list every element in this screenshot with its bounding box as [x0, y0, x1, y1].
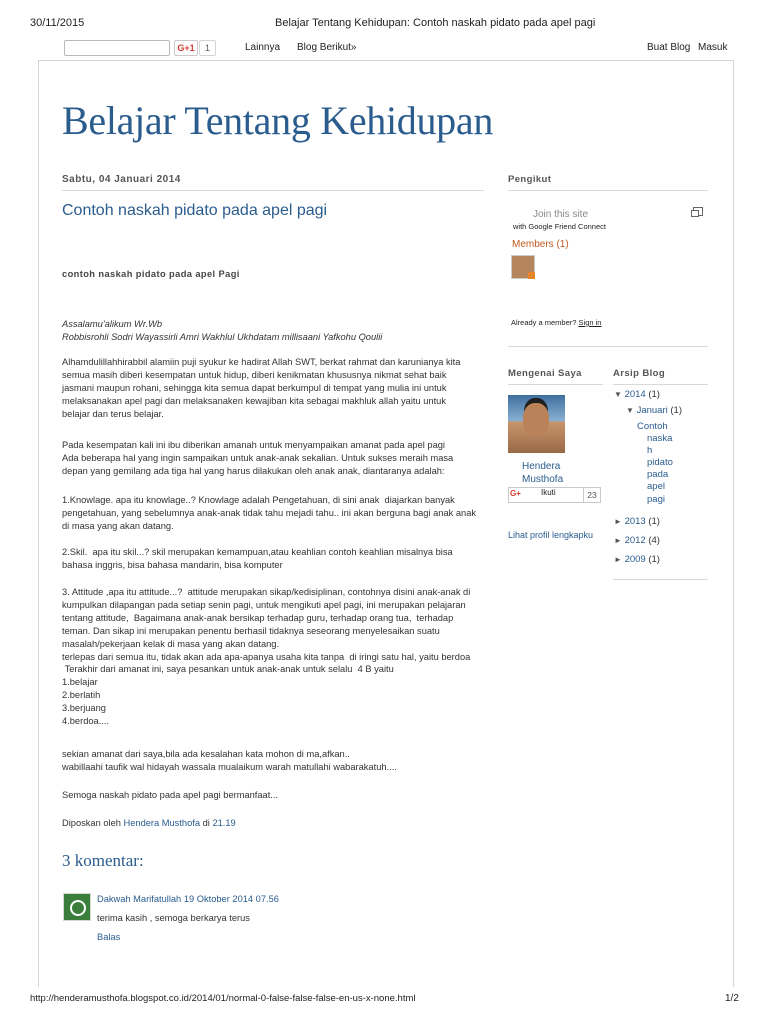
- post-paragraph-6: sekian amanat dari saya,bila ada kesalahan kata mohon di ma,afkan.. wabillaahi taufik wal hidayah wassala mualaikum warah matullahi wabarakatuh....: [62, 749, 397, 772]
- print-page-number: 1/2: [725, 993, 739, 1004]
- archive-year-2009[interactable]: 2009: [624, 554, 646, 565]
- date-divider: [62, 190, 484, 191]
- collapse-toggle-icon[interactable]: ►: [614, 555, 622, 564]
- print-url: http://henderamusthofa.blogspot.co.id/2014/01/normal-0-false-false-false-en-us-x-none.html: [30, 993, 416, 1004]
- commenter-avatar[interactable]: [63, 893, 91, 921]
- view-profile-link[interactable]: Lihat profil lengkapku: [508, 530, 594, 540]
- archive-post-line[interactable]: h: [647, 445, 653, 457]
- follow-label: Ikuti: [541, 488, 556, 497]
- post-paragraph-2: Pada kesempatan kali ini ibu diberikan amanah untuk menyampaikan amanat pada apel pagi Ada beberapa hal yang ingin sampaikan untuk anak-anak sekalian. Untuk sukses meraih masa depan yang gemilang ada tiga hal yang harus dilakukan oleh anak anak, diantaranya adalah:: [62, 440, 454, 476]
- archive-2013[interactable]: [614, 516, 660, 527]
- archive-post-line[interactable]: naska: [647, 433, 673, 445]
- popout-icon[interactable]: [693, 207, 703, 216]
- followers-heading: Pengikut: [508, 174, 552, 185]
- archive-post-link[interactable]: [637, 421, 673, 506]
- archive-2009[interactable]: [614, 554, 660, 565]
- archive-2013-count: (1): [648, 516, 660, 527]
- post-time-link[interactable]: 21.19: [212, 818, 236, 828]
- gplus-count: 1: [199, 40, 216, 56]
- about-heading: Mengenai Saya: [508, 368, 582, 379]
- post-title[interactable]: Contoh naskah pidato pada apel pagi: [62, 202, 328, 219]
- gplus-icon: G+: [510, 489, 521, 498]
- already-member: [511, 318, 601, 327]
- gfc-label: with Google Friend Connect: [513, 222, 606, 231]
- comment-reply-link[interactable]: Balas: [97, 932, 121, 942]
- comment-date-link[interactable]: 19 Oktober 2014 07.56: [183, 894, 279, 904]
- comment-header: [97, 893, 477, 906]
- navbar-search-input[interactable]: [64, 40, 170, 56]
- post-paragraph-4: 2.Skil. apa itu skil...? skil merupakan kemampuan,atau keahlian contoh keahlian misalnya bisa bahasa inggris, bisa bahasa mandarin, bisa komputer: [62, 547, 453, 570]
- archive-divider: [613, 384, 708, 385]
- archive-january-count: (1): [670, 405, 682, 416]
- post-subtitle: contoh naskah pidato pada apel Pagi: [62, 269, 240, 279]
- post-greeting-1: Assalamu'alikum Wr.Wb: [62, 319, 163, 329]
- archive-2012[interactable]: [614, 535, 660, 546]
- archive-2014-count: (1): [648, 389, 660, 400]
- sign-in-link[interactable]: Masuk: [698, 42, 728, 53]
- archive-year-2014[interactable]: 2014: [624, 389, 646, 400]
- comment-text: terima kasih , semoga berkarya terus: [97, 913, 250, 923]
- archive-post-line[interactable]: pidato: [647, 457, 673, 469]
- followers-sign-in-link[interactable]: Sign in: [578, 318, 602, 327]
- post-paragraph-1: Alhamdulillahhirabbil alamiin puji syukur ke hadirat Allah SWT, berkat rahmat dan karunianya kita semua masih diberi kesempatan untuk hidup, diberi kenikmatan khususnya nikmat sehat baik jasmani maupun rohani, sehingga kita semua dapat berkumpul di tempat yang mulia ini untuk melaksanakan apel pagi dan melaksanaken kewajiban kita sebagai makhluk allah yaitu untuk belajar dan terus belajar.: [62, 357, 461, 419]
- posted-by-label: Diposkan oleh: [62, 818, 121, 828]
- more-link[interactable]: Lainnya: [245, 42, 281, 53]
- blog-title[interactable]: Belajar Tentang Kehidupan: [62, 98, 494, 143]
- archive-year-2013[interactable]: 2013: [624, 516, 646, 527]
- post-paragraph-3: 1.Knowlage. apa itu knowlage..? Knowlage adalah Pengetahuan, di sini anak diajarkan banyak pengetahuan, yang sebelumnya anak-anak tidak tahu mejadi tahu.. ini akan berguna bagi anak anak di masa yang akan datang.: [62, 495, 477, 531]
- collapse-toggle-icon[interactable]: ►: [614, 536, 622, 545]
- profile-photo[interactable]: [508, 395, 565, 453]
- comments-heading: 3 komentar:: [62, 851, 144, 870]
- archive-bottom-divider: [613, 579, 708, 580]
- archive-month-january[interactable]: Januari: [636, 405, 668, 416]
- profile-name-line2[interactable]: Musthofa: [522, 474, 564, 485]
- member-avatar[interactable]: [511, 255, 535, 279]
- expand-toggle-icon[interactable]: ▼: [614, 390, 622, 399]
- post-greeting-2: Robbisrohli Sodri Wayassirli Amri Wakhlul Ukhdatam millisaani Yafkohu Qoulii: [62, 332, 383, 342]
- post-author-link[interactable]: Hendera Musthofa: [123, 818, 201, 828]
- print-date: 30/11/2015: [30, 17, 85, 29]
- archive-post-line[interactable]: apel: [647, 481, 665, 493]
- archive-post-line[interactable]: pada: [647, 469, 669, 481]
- print-page-title: Belajar Tentang Kehidupan: Contoh naskah pidato pada apel pagi: [275, 17, 596, 29]
- archive-post-line[interactable]: Contoh: [637, 421, 668, 432]
- archive-2012-count: (4): [648, 535, 660, 546]
- post-date-header: Sabtu, 04 Januari 2014: [62, 174, 181, 185]
- sidebar-divider: [508, 346, 708, 347]
- comment-author-link[interactable]: Dakwah Marifatullah: [97, 894, 182, 904]
- profile-name-line1[interactable]: Hendera: [522, 461, 561, 472]
- archive-2014[interactable]: [614, 389, 660, 400]
- post-paragraph-7: Semoga naskah pidato pada apel pagi bermanfaat...: [62, 790, 279, 800]
- gplus-button[interactable]: G+1: [174, 40, 198, 56]
- join-site-label[interactable]: Join this site: [533, 209, 589, 220]
- archive-2014-january[interactable]: [626, 405, 682, 416]
- archive-heading: Arsip Blog: [613, 368, 666, 379]
- follow-count: 23: [583, 487, 601, 503]
- already-member-label: Already a member?: [511, 318, 577, 327]
- archive-year-2012[interactable]: 2012: [624, 535, 646, 546]
- next-blog-link[interactable]: Blog Berikut»: [297, 42, 357, 53]
- expand-toggle-icon[interactable]: ▼: [626, 406, 634, 415]
- about-divider: [508, 384, 603, 385]
- members-count: Members (1): [512, 239, 569, 250]
- archive-post-line[interactable]: pagi: [647, 493, 665, 505]
- post-footer: [62, 817, 487, 830]
- archive-2009-count: (1): [648, 554, 660, 565]
- post-paragraph-5: 3. Attitude ,apa itu attitude...? attitude merupakan sikap/kedisiplinan, contohnya disini anak-anak di kumpulkan dilapangan pada setiap senin pagi, untuk mengikuti apel pagi, ini merupakan pelajaran tentang attitude, Bagaimana anak-anak bersikap terhadap guru, terhadap orang tua, terhadap teman. Dan sikap ini merupakan penentu berhasil tidaknya seseorang menyelesaikan suatu masalah/pekerjaan kelak di masa yang akan datang. terlepas dari semua itu, tidak akan ada apa-apanya usaha kita tanpa di iringi satu hal, yaitu berdoa Terakhir dari amanat ini, saya pesankan untuk anak-anak untuk selalu 4 B yaitu 1.belajar 2.berlatih 3.berjuang 4.berdoa....: [62, 587, 471, 727]
- followers-divider: [508, 190, 708, 191]
- collapse-toggle-icon[interactable]: ►: [614, 517, 622, 526]
- post-at-label: di: [202, 818, 210, 828]
- create-blog-link[interactable]: Buat Blog: [647, 42, 691, 53]
